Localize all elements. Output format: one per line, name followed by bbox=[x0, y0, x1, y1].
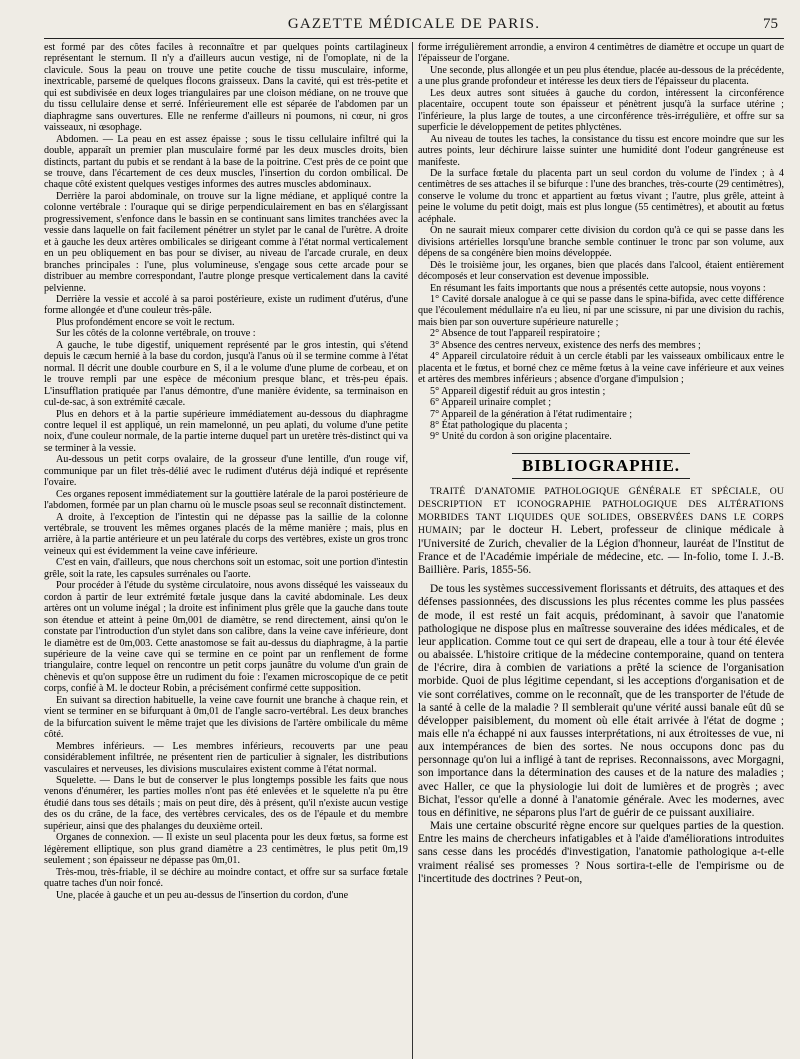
finding-item: 3° Absence des centres nerveux, existence des nerfs des membres ; bbox=[430, 339, 701, 351]
page-number: 75 bbox=[763, 16, 778, 32]
finding-item: 1° Cavité dorsale analogue à ce qui se passe dans le spina-bifida, avec cette différence que l'écoulement médullaire n'a eu lieu, ni par une scissure, ni par une division du rachis, mais bien par son ouverture supérieure naturelle ; bbox=[418, 293, 784, 328]
finding-item: 4° Appareil circulatoire réduit à un cercle établi par les vaisseaux ombilicaux entre le placenta et le fœtus, et borné chez ce même fœtus à la veine cave inférieure et aux veines et artères des membres inférieurs ; absence d'organe d'impulsion ; bbox=[418, 351, 784, 386]
paragraph: Une seconde, plus allongée et un peu plus étendue, placée au-dessous de la précédente, a une plus grande profondeur et intéresse les deux tiers de l'épaisseur du placenta. bbox=[418, 64, 784, 88]
bibliography-heading-wrap bbox=[418, 453, 784, 479]
paragraph: Ces organes reposent immédiatement sur la gouttière latérale de la paroi postérieure de l'abdomen, formée par un plan charnu où le muscle psoas seul se reconnaît distinctement. bbox=[44, 488, 408, 512]
paragraph: Derrière la vessie et accolé à sa paroi postérieure, existe un rudiment d'utérus, d'une forme allongée et d'une couleur très-pâle. bbox=[44, 293, 408, 317]
review-paragraph: Mais une certaine obscurité règne encore sur quelques parties de la question. Entre les mains de chercheurs infatigables et à l'aide d'améliorations introduites sans cesse dans les procédés d'investigation, l'anatomie pathologique a-t-elle vraiment réalisé ses promesses ? Nous sortira-t-elle de l'empirisme ou de l'incertitude des doctrines ? Peut-on, bbox=[418, 820, 784, 885]
paragraph-membres-inferieurs: Membres inférieurs. — Les membres inférieurs, recouverts par une peau considérablement infiltrée, ne présentent rien de particulier à signaler, les distributions vasculaires et nerveuses, les divisions musculaires existent comme à l'état normal. bbox=[44, 740, 408, 775]
paragraph: Les deux autres sont situées à gauche du cordon, intéressent la circonférence placentaire, occupent toute son épaisseur et pénètrent jusqu'à la surface utérine ; l'inférieure, la plus large de toutes, a une circonférence très-irrégulière, et offre sur sa superficie le développement de petites phlyctènes. bbox=[418, 87, 784, 134]
paragraph: On ne saurait mieux comparer cette division du cordon qu'à ce qui se passe dans les divisions artérielles lorsqu'une branche semble continuer le tronc par son volume, aux dépens de sa congénère bien moins développée. bbox=[418, 225, 784, 260]
paragraph: A gauche, le tube digestif, uniquement représenté par le gros intestin, qui s'étend depuis le cæcum hernié à la base du cordon, jusqu'à l'anus où il se termine comme à l'état normal. Il décrit une double courbure en S, il a le volume d'une plume de corbeau, et on le trouve rempli par une espèce de méconium presque blanc, et très-peu épais. L'insufflation pratiquée par l'anus démontre, d'une manière évidente, sa terminaison en cul-de-sac, à son extrémité cæcale. bbox=[44, 339, 408, 409]
findings-list bbox=[418, 294, 784, 443]
paragraph-organes-de-connexion: Organes de connexion. — Il existe un seul placenta pour les deux fœtus, sa forme est légèrement elliptique, son plus grand diamètre a 23 centimètres, le plus petit 0m,19 seulement ; son épaisseur ne dépasse pas 0m,01. bbox=[44, 832, 408, 867]
review-body bbox=[418, 583, 784, 886]
paragraph: C'est en vain, d'ailleurs, que nous cherchons soit un estomac, soit une portion d'intestin grêle, soit la rate, les capsules surrénales ou l'aorte. bbox=[44, 557, 408, 580]
page-header bbox=[44, 14, 784, 38]
finding-item: 6° Appareil urinaire complet ; bbox=[430, 397, 552, 409]
paragraph: Plus en dehors et à la partie supérieure immédiatement au-dessous du diaphragme contre lequel il est appliqué, un rein mamelonné, un peu aplati, du volume d'une petite noix, d'une couleur normale, de la partie interne duquel part un uretère très-distinct qui va se terminer à la vessie. bbox=[44, 408, 408, 454]
paragraph-squelette: Squelette. — Dans le but de conserver le plus longtemps possible les faits que nous venons d'énumérer, les parties molles n'ont pas été enlevées et le squelette n'a pu être étudié dans tous ses détails ; mais on peut dire, dès à présent, qu'il n'existe aucun vestige des os du crâne, de la face, des vertèbres cervicales, des os de l'épaule et du membre supérieur, ainsi que des phalanges du deuxième orteil. bbox=[44, 775, 408, 832]
left-column bbox=[44, 42, 408, 1059]
right-column bbox=[418, 42, 784, 1059]
paragraph: En résumant les faits importants que nous a présentés cette autopsie, nous voyons : bbox=[430, 282, 766, 294]
journal-title: GAZETTE MÉDICALE DE PARIS. bbox=[287, 16, 541, 32]
two-column-body bbox=[44, 42, 784, 1059]
paragraph: A droite, à l'exception de l'intestin qui ne dépasse pas la saillie de la colonne vertébrale, se trouvent les mêmes organes placés de la même manière ; mais, plus en arrière, à la partie antérieure et un peu latérale du corps des vertèbres, existe un gros tronc veineux qui est évidemment la veine cave inférieure. bbox=[44, 511, 408, 557]
book-title: TRAITÉ D'ANATOMIE PATHOLOGIQUE GÉNÉRALE ET SPÉCIALE, OU DESCRIPTION ET ICONOGRAPHIE PATHOLOGIQUE DES ALTÉRATIONS MORBIDES TANT LIQUIDES QUE SOLIDES, OBSERVÉES DANS LE CORPS HUMAIN bbox=[418, 485, 784, 537]
paragraph: Au-dessous un petit corps ovalaire, de la grosseur d'une lentille, d'un rouge vif, communique par un filet très-délié avec le rudiment d'utérus déjà indiqué et représente l'ovaire. bbox=[44, 454, 408, 489]
paragraph-abdomen: Abdomen. — La peau en est assez épaisse ; sous le tissu cellulaire infiltré qui la double, apparaît un premier plan musculaire formé par les deux muscles droits, bien distincts, partant du pubis et se rendant à la base de la poitrine. C'est près de ce point que se trouve, dans l'écartement de ces deux muscles, l'insertion du cordon ombilical. De chaque côté existent quelques vestiges informes des autres muscles abdominaux. bbox=[44, 133, 408, 191]
bibliography-section bbox=[418, 453, 784, 886]
finding-item: 2° Absence de tout l'appareil respiratoire ; bbox=[430, 328, 601, 340]
paragraph: De la surface fœtale du placenta part un seul cordon du volume de l'index ; à 4 centimètres de ses attaches il se bifurque : l'une des branches, très-courte (29 centimètres), conserve le volume du tronc et appartient au fœtus vivant ; l'autre, plus grêle, atteint à peine le volume du petit doigt, mais est plus longue (55 centimètres), et aboutit au fœtus acéphale. bbox=[418, 167, 784, 225]
finding-item: 5° Appareil digestif réduit au gros intestin ; bbox=[430, 385, 606, 397]
paragraph: Une, placée à gauche et un peu au-dessus de l'insertion du cordon, d'une bbox=[56, 889, 349, 901]
paragraph: Très-mou, très-friable, il se déchire au moindre contact, et offre sur sa surface fœtale quatre taches d'un noir foncé. bbox=[44, 866, 408, 890]
paragraph: Au niveau de toutes les taches, la consistance du tissu est encore moindre que sur les autres points, leur déchirure laisse suinter une humidité dont l'odeur gangréneuse est manifeste. bbox=[418, 133, 784, 168]
review-paragraph: De tous les systèmes successivement florissants et détruits, des attaques et des défenses passionnées, des discussions les plus récentes comme les plus passées de mode, il est resté un fait acquis, prédominant, à savoir que l'anatomie pathologique ne dispose plus en maîtresse souveraine des idées médicales, et de leur application. Comme tout ce qui sert de drapeau, elle a tour à tour été élevée ou abaissée. L'histoire critique de la médecine contemporaine, quand on tentera de l'écrire, dira à combien de variations a prêté la science de l'organisation morbide. Quoi de plus légitime cependant, si les acceptions d'organisation et de vie sont corrélatives, comme on le reconnaît, que de les transporter de l'étude de la santé à celle de la maladie ? Il semblerait qu'une vérité aussi banale eût dû se développer paisiblement, du moment où elle était arrivée à l'état de dogme ; mais elle n'a échappé ni aux fausses interprétations, ni aux étroitesses de vue, ni aux intempérances de bien des sortes. Ne nous occupons donc pas du personnage qu'on lui a infligé à tant de reprises. Reconnaissons, avec Morgagni, son importance dans la détermination des causes et de la nature des maladies ; avec Haller, ce que la physiologie lui doit de lumières et de progrès ; avec Bichat, l'essor qu'elle a donné à l'anatomie générale. Avec les modernes, avec tous en définitive, ne séparons plus l'art de guérir de ce puissant auxiliaire. bbox=[418, 583, 784, 819]
bibliography-heading: BIBLIOGRAPHIE. bbox=[512, 453, 690, 479]
column-divider bbox=[412, 42, 413, 1059]
book-author-publisher: ; par le docteur H. Lebert, professeur de clinique médicale à l'Université de Zurich, chevalier de la Légion d'honneur, lauréat de l'Institut de France et de l'Académie impériale de médecine, etc. — In-folio, tome I. J.-B. Baillière. Paris, 1855-56. bbox=[418, 524, 784, 577]
paragraph: est formé par des côtes faciles à reconnaître et par quelques points cartilagineux représentant le sternum. Il n'y a d'ailleurs aucun vestige, ni de l'omoplate, ni de la clavicule. Sous la peau on trouve une petite couche de tissu musculaire, informe, inextricable, parsemé de quelques flocons graisseux. Dans la cavité, qui est très-petite et qui est subdivisée en deux loges triangulaires par une cloison médiane, on ne trouve que du tissu cellulaire dense et serré. Inférieurement elle est séparée de l'abdomen par un diaphragme sans ouvertures. Elle ne renferme d'ailleurs ni poumons, ni cœur, ni gros vaisseaux, ni œsophage. bbox=[44, 42, 408, 134]
paragraph: Pour procéder à l'étude du système circulatoire, nous avons disséqué les vaisseaux du cordon à partir de leur extrémité fœtale jusque dans la cavité abdominale. Les deux artères ont un volume inégal ; la droite est infiniment plus grêle que la gauche dans toute son étendue et atteint à peine 0m,001 de diamètre, se rend directement, ainsi qu'on le constate par l'introduction d'un stylet dans son calibre, dans la veine cave inférieure, dont le diamètre est de 0m,003. Cette anastomose se fait au-dessus du diaphragme, à la partie supérieure de la veine cave qui se termine en ce point par un renflement de forme triangulaire, contre lequel on rencontre un petit corps jaunâtre du volume d'un grain de chènevis et qu'on suppose être un rudiment du foie : l'examen microscopique de ce petit corps, confié à M. le docteur Robin, a précisément confirmé cette supposition. bbox=[44, 580, 408, 695]
finding-item: 7° Appareil de la génération à l'état rudimentaire ; bbox=[430, 408, 633, 420]
book-reference bbox=[418, 485, 784, 577]
paragraph: Dès le troisième jour, les organes, bien que placés dans l'alcool, étaient entièrement décomposés et leur conservation est devenue impossible. bbox=[418, 259, 784, 283]
paragraph: forme irrégulièrement arrondie, a environ 4 centimètres de diamètre et occupe un quart de l'épaisseur de l'organe. bbox=[418, 42, 784, 65]
paragraph: Sur les côtés de la colonne vertébrale, on trouve : bbox=[56, 328, 256, 340]
header-rule bbox=[44, 38, 784, 39]
finding-item: 8° État pathologique du placenta ; bbox=[430, 419, 568, 431]
finding-item: 9° Unité du cordon à son origine placentaire. bbox=[430, 431, 612, 443]
paragraph: En suivant sa direction habituelle, la veine cave fournit une branche à chaque rein, et vient se terminer en se bifurquant à 0m,01 de l'angle sacro-vertébral. Les deux branches de la bifurcation suivent le même trajet que les divisions de l'artère ombilicale du même côté. bbox=[44, 694, 408, 741]
paragraph: Plus profondément encore se voit le rectum. bbox=[56, 316, 235, 328]
paragraph: Derrière la paroi abdominale, on trouve sur la ligne médiane, et appliqué contre la colonne vertébrale : l'ouraque qui se dirige perpendiculairement en bas en s'élargissant progressivement, s'enfonce dans le bassin en se continuant sans limites tranchées avec la vessie dans laquelle on fait facilement pénétrer un stylet par le canal de l'urètre. A droite et à gauche les deux artères ombilicales se dirigeant comme à l'état normal verticalement en un peu obliquement en bas pour se diviser, au niveau de l'arcade crurale, en deux branches principales : l'une, plus volumineuse, s'engage sous cette arcade pour se distribuer au membre correspondant, l'autre plonge presque verticalement dans la cavité pelvienne. bbox=[44, 190, 408, 294]
